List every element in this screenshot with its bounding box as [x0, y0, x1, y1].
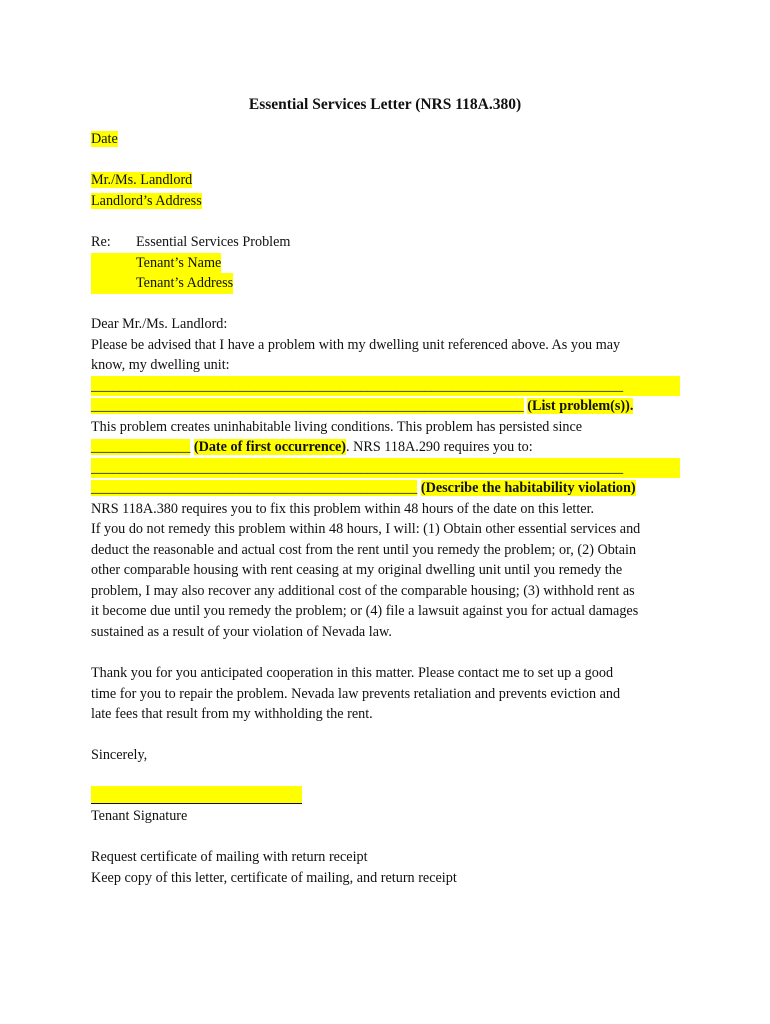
tenant-address-field[interactable]: Tenant’s Address	[136, 273, 233, 294]
remedy-line: it become due until you remedy the problem; or (4) file a lawsuit against you for actual damages	[91, 603, 639, 619]
remedy-line: other comparable housing with rent ceasing at my original dwelling unit until you remedy the	[91, 562, 623, 578]
signature-label-block	[91, 806, 681, 827]
date-first-label: (Date of first occurrence)	[193, 439, 347, 455]
tenant-name-field[interactable]: Tenant’s Name	[136, 253, 221, 274]
signature-label: Tenant Signature	[91, 808, 188, 824]
closing: Sincerely,	[91, 747, 148, 763]
intro-line-2: know, my dwelling unit:	[91, 357, 230, 373]
uninhabitable-line: This problem creates uninhabitable living conditions. This problem has persisted since	[91, 418, 583, 435]
re-indent	[91, 273, 136, 294]
violation-blank-line[interactable]: ___________________________________________________________________________	[91, 458, 680, 479]
date-field[interactable]: Date	[91, 131, 118, 147]
re-label: Re:	[91, 234, 111, 250]
landlord-name-field[interactable]: Mr./Ms. Landlord	[91, 172, 193, 188]
closing-block	[91, 745, 681, 766]
violation-blank-line[interactable]: ______________________________________________	[91, 480, 418, 496]
thanks-line: Thank you for you anticipated cooperation in this matter. Please contact me to set up a good	[91, 665, 614, 681]
remedy-line: deduct the reasonable and actual cost from the rent until you remedy the problem; or, (2) Obtain	[91, 541, 637, 558]
remedy-line: sustained as a result of your violation of Nevada law.	[91, 623, 392, 640]
problem-blank-line[interactable]: ___________________________________________________________________________	[91, 376, 680, 397]
landlord-address-field[interactable]: Landlord’s Address	[91, 192, 202, 209]
nrs-290-text: . NRS 118A.290 requires you to:	[346, 439, 533, 455]
date-first-blank[interactable]: ______________	[91, 439, 191, 455]
re-block	[91, 232, 681, 294]
signature-field[interactable]	[91, 786, 302, 804]
note-line: Keep copy of this letter, certificate of mailing, and return receipt	[91, 869, 457, 886]
date-block	[91, 129, 681, 150]
note-line: Request certificate of mailing with return receipt	[91, 849, 368, 865]
re-indent	[91, 253, 136, 274]
re-subject: Essential Services Problem	[136, 234, 291, 250]
thanks-block	[91, 663, 681, 725]
notes-block	[91, 847, 681, 888]
describe-violation-label: (Describe the habitability violation)	[420, 480, 636, 496]
salutation: Dear Mr./Ms. Landlord:	[91, 316, 228, 332]
nrs-380-line: NRS 118A.380 requires you to fix this problem within 48 hours of the date on this letter.	[91, 500, 595, 517]
remedy-line: problem, I may also recover any additional cost of the comparable housing; (3) withhold rent as	[91, 582, 635, 599]
remedy-line: If you do not remedy this problem within 48 hours, I will: (1) Obtain other essential services and	[91, 521, 641, 537]
landlord-block	[91, 170, 681, 211]
thanks-line: time for you to repair the problem. Nevada law prevents retaliation and prevents eviction and	[91, 685, 621, 702]
thanks-line: late fees that result from my withholding the rent.	[91, 706, 373, 722]
intro-line-1: Please be advised that I have a problem with my dwelling unit referenced above. As you may	[91, 336, 621, 353]
problem-blank-line[interactable]: _____________________________________________________________	[91, 398, 524, 414]
list-problem-label: (List problem(s)).	[527, 398, 634, 414]
page-title: Essential Services Letter (NRS 118A.380)	[248, 96, 522, 113]
body-block	[91, 314, 681, 642]
